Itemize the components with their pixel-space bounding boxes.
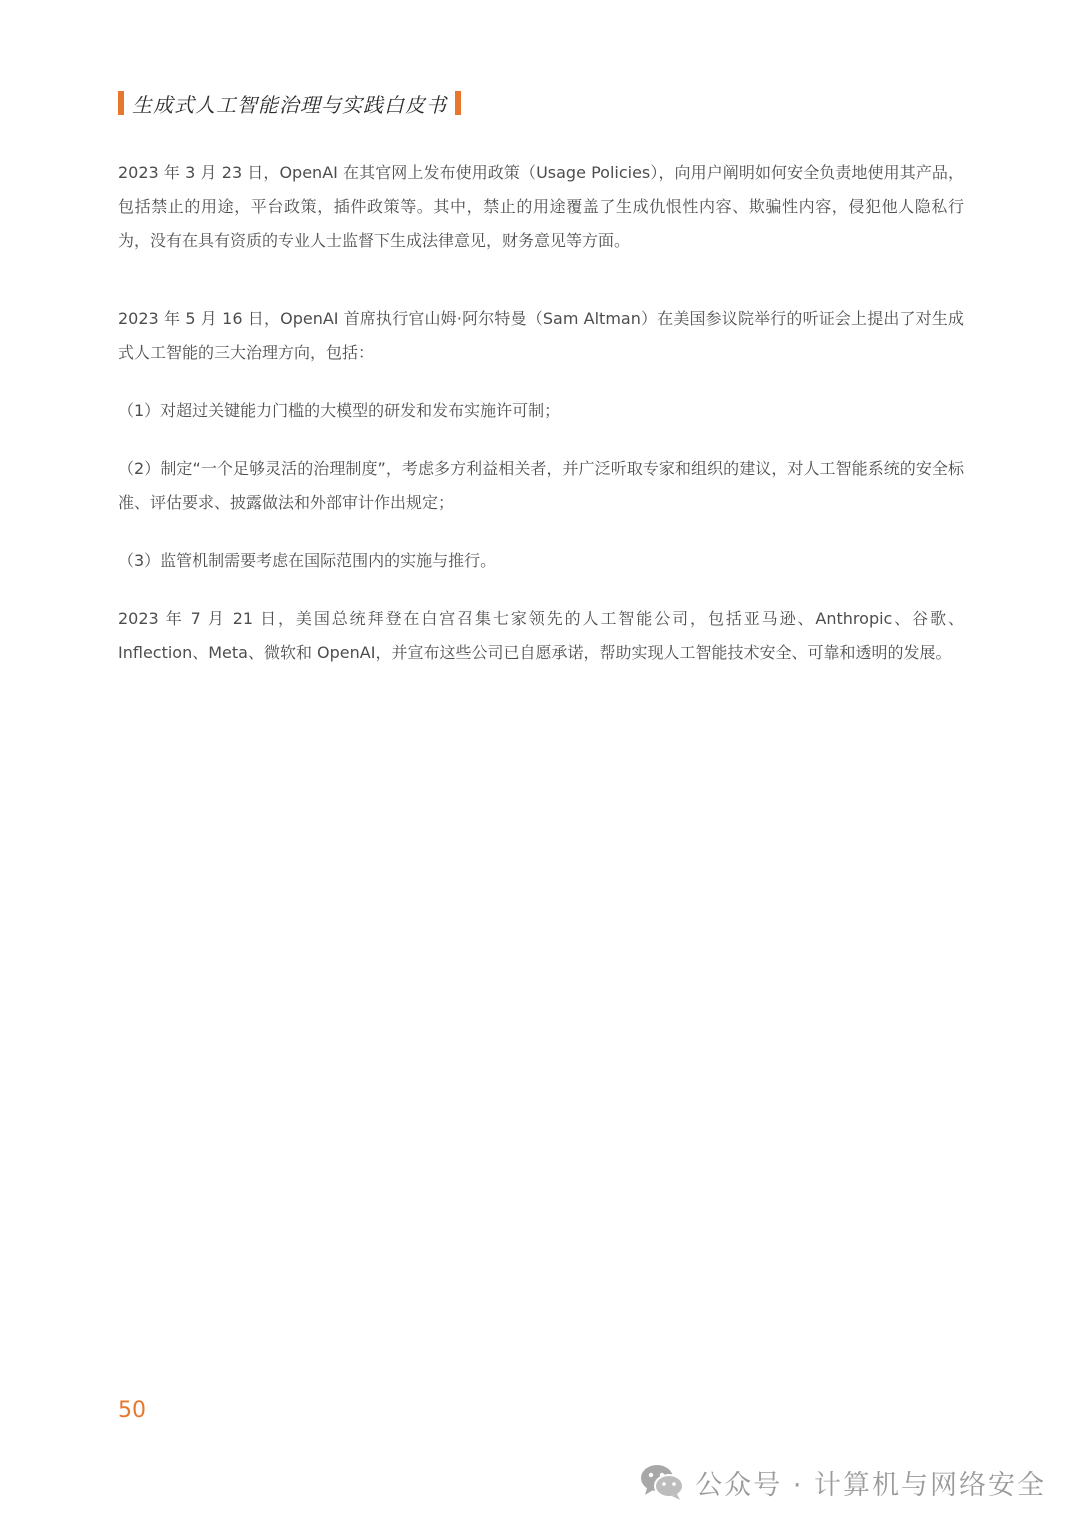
wechat-icon xyxy=(639,1462,685,1502)
list-item-governance-regime: （2）制定“一个足够灵活的治理制度”，考虑多方利益相关者，并广泛听取专家和组织的建议，对人工智能系统的安全标准、评估要求、披露做法和外部审计作出规定； xyxy=(118,459,964,512)
paragraph-white-house-commitments: 2023 年 7 月 21 日，美国总统拜登在白宫召集七家领先的人工智能公司，包括亚马逊、Anthropic、谷歌、Inflection、Meta、微软和 OpenAI，并宣布这些公司已自愿承诺，帮助实现人工智能技术安全、可靠和透明的发展。 xyxy=(118,609,964,662)
document-body xyxy=(118,156,964,670)
document-header xyxy=(118,88,461,118)
header-accent-bar-right xyxy=(455,91,461,115)
paragraph-openai-usage-policies: 2023 年 3 月 23 日，OpenAI 在其官网上发布使用政策（Usage Policies），向用户阐明如何安全负责地使用其产品，包括禁止的用途，平台政策，插件政策等。其中，禁止的用途覆盖了生成仇恨性内容、欺骗性内容，侵犯他人隐私行为，没有在具有资质的专业人士监督下生成法律意见，财务意见等方面。 xyxy=(118,163,964,250)
header-accent-bar-left xyxy=(118,91,124,115)
watermark xyxy=(639,1462,1046,1502)
page-number: 50 xyxy=(118,1398,146,1423)
watermark-text: 公众号 · 计算机与网络安全 xyxy=(695,1469,1046,1501)
document-title: 生成式人工智能治理与实践白皮书 xyxy=(132,92,447,117)
list-item-international-regulation: （3）监管机制需要考虑在国际范围内的实施与推行。 xyxy=(118,551,497,570)
paragraph-altman-hearing: 2023 年 5 月 16 日，OpenAI 首席执行官山姆·阿尔特曼（Sam Altman）在美国参议院举行的听证会上提出了对生成式人工智能的三大治理方向，包括： xyxy=(118,309,964,362)
list-item-licensing: （1）对超过关键能力门槛的大模型的研发和发布实施许可制； xyxy=(118,401,561,420)
